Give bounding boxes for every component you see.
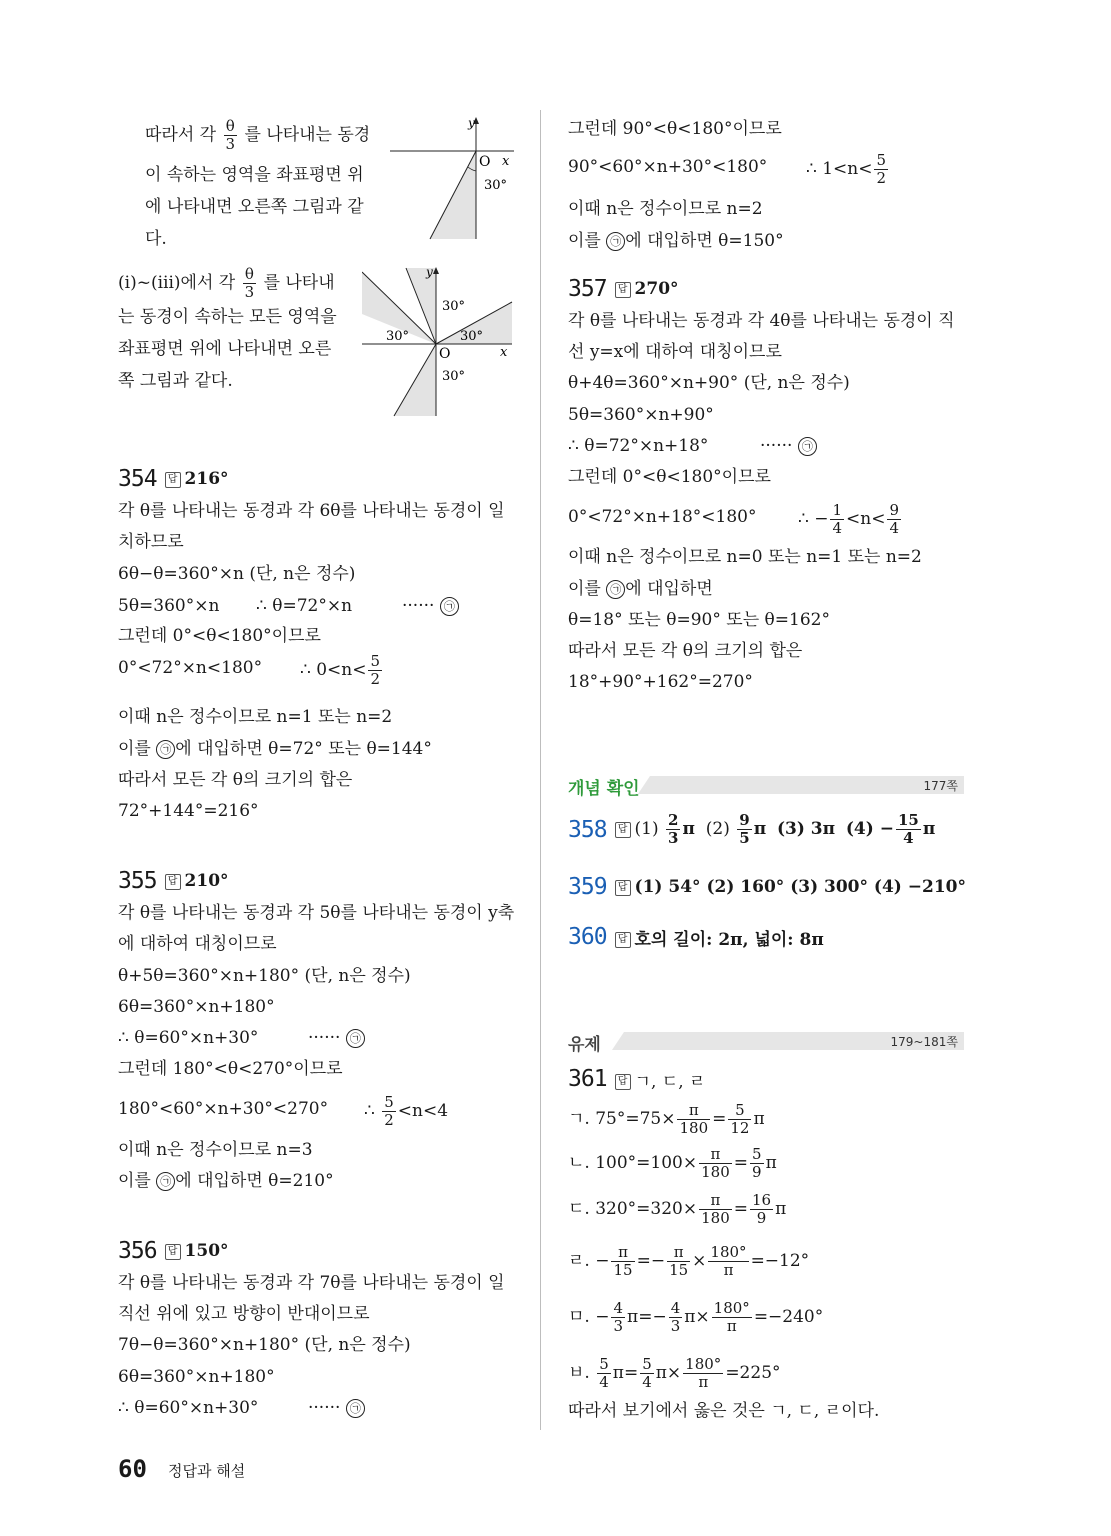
- intro1-line4: 다.: [145, 229, 167, 249]
- p356-line: 7θ−θ=360°×n+180° (단, n은 정수): [118, 1335, 411, 1355]
- p356-line: 직선 위에 있고 방향이 반대이므로: [118, 1304, 370, 1324]
- fig2-y-label: y: [426, 265, 433, 279]
- answer-mark-icon: 답: [615, 880, 631, 896]
- fig1-angle-label: 30°: [484, 178, 508, 193]
- fig2-angle-label-2: 30°: [386, 329, 410, 344]
- p355-line: 에 대하여 대칭이므로: [118, 934, 277, 954]
- problem-answer: (1) 54° (2) 160° (3) 300° (4) −210°: [634, 877, 966, 897]
- problem-number: 360: [568, 924, 607, 950]
- problem-354-header: [118, 466, 229, 492]
- fig2-angle-label-4: 30°: [442, 369, 466, 384]
- section-title: 개념 확인: [568, 779, 640, 799]
- problem-356-header: [118, 1238, 229, 1264]
- p354-line: 이때 n은 정수이므로 n=1 또는 n=2: [118, 707, 393, 727]
- p355-line: 이때 n은 정수이므로 n=3: [118, 1140, 313, 1160]
- p361-line-6: ㅂ. $\frac{5}{4}$ π= $\frac{5}{4}$ π× $\frac{180^\circ}{\pi}$ =225°: [568, 1355, 781, 1391]
- p354-line: 5θ=360°×n ∴ θ=72°×n ······ ㉠: [118, 595, 219, 617]
- p357-line: 선 y=x에 대하여 대칭이므로: [568, 342, 782, 362]
- p357-line: 18°+90°+162°=270°: [568, 672, 753, 692]
- problem-number: 358: [568, 816, 607, 843]
- problem-number: 356: [118, 1238, 157, 1264]
- circled-mark: ㉠: [606, 232, 625, 251]
- problem-355-header: [118, 868, 229, 894]
- p355-line: 각 θ를 나타내는 동경과 각 5θ를 나타내는 동경이 y축: [118, 903, 515, 923]
- page-number: 60: [118, 1455, 147, 1483]
- p355-line: 180°<60°×n+30°<270° ∴ $\frac{5}{2}$ <n<4: [118, 1093, 449, 1129]
- p361-line-1: ㄱ. 75°=75× $\frac{\pi}{180}$ = $\frac{5}{12}$ π: [568, 1101, 765, 1137]
- figure-1: [390, 115, 520, 245]
- p354-line: 따라서 모든 각 θ의 크기의 합은: [118, 770, 353, 790]
- problem-number: 354: [118, 466, 157, 492]
- problem-359: [568, 874, 966, 900]
- p356-cont-line: 그런데 90°<θ<180°이므로: [568, 119, 782, 139]
- answer-mark-icon: 답: [165, 1244, 181, 1260]
- p357-line: ∴ θ=72°×n+18° ······ ㉠: [568, 435, 708, 457]
- answer-mark-icon: 답: [165, 472, 181, 488]
- p355-line: 그런데 180°<θ<270°이므로: [118, 1059, 343, 1079]
- section-title: 유제: [568, 1035, 601, 1055]
- p356-line: ∴ θ=60°×n+30° ······ ㉠: [118, 1397, 258, 1419]
- p355-line: 이를 ㉠ 에 대입하면 θ=210°: [118, 1171, 334, 1191]
- p361-line-5: ㅁ. − $\frac{4}{3}$ π=− $\frac{4}{3}$ π× $\frac{180^\circ}{\pi}$ =−240°: [568, 1299, 824, 1335]
- intro2-line4: 쪽 그림과 같다.: [118, 371, 233, 391]
- p357-line: 이를 ㉠ 에 대입하면: [568, 579, 713, 599]
- intro2-line2: 는 동경이 속하는 모든 영역을: [118, 307, 337, 327]
- answer-mark-icon: 답: [165, 874, 181, 890]
- fig1-y-label: y: [468, 116, 475, 130]
- p361-line-4: ㄹ. − $\frac{\pi}{15}$ =− $\frac{\pi}{15}$ × $\frac{180^\circ}{\pi}$ =−12°: [568, 1243, 810, 1279]
- p356-cont-line: 이를 ㉠ 에 대입하면 θ=150°: [568, 231, 784, 251]
- circled-mark: ㉠: [346, 1399, 365, 1418]
- p356-line: 6θ=360°×n+180°: [118, 1367, 275, 1387]
- fig1-origin-label: O: [479, 154, 491, 170]
- figure-2: [362, 264, 518, 420]
- p354-line: 6θ−θ=360°×n (단, n은 정수): [118, 564, 356, 584]
- circled-mark: ㉠: [346, 1029, 365, 1048]
- p355-line: ∴ θ=60°×n+30° ······ ㉠: [118, 1027, 258, 1049]
- p354-line: 치하므로: [118, 532, 184, 552]
- section-page: 179~181쪽: [890, 1035, 958, 1049]
- problem-361-header: [568, 1066, 705, 1092]
- p354-line: 그런데 0°<θ<180°이므로: [118, 626, 321, 646]
- problem-number: 361: [568, 1066, 607, 1092]
- problem-357-header: [568, 276, 679, 302]
- problem-number: 355: [118, 868, 157, 894]
- problem-number: 359: [568, 874, 607, 900]
- fig2-x-label: x: [500, 345, 508, 360]
- p356-cont-line: 90°<60°×n+30°<180° ∴ 1<n< $\frac{5}{2}$: [568, 151, 887, 187]
- section-yuje: [568, 1030, 964, 1055]
- section-page: 177쪽: [923, 779, 958, 793]
- fig2-angle-label-1: 30°: [442, 299, 466, 314]
- p357-line: 그런데 0°<θ<180°이므로: [568, 467, 771, 487]
- p361-line-2: ㄴ. 100°=100× $\frac{\pi}{180}$ = $\frac{5}{9}$ π: [568, 1145, 777, 1181]
- p354-line: 72°+144°=216°: [118, 801, 259, 821]
- p354-line: 0°<72°×n<180° ∴ 0<n< $\frac{5}{2}$: [118, 652, 381, 688]
- answer-mark-icon: 답: [615, 282, 631, 298]
- problem-answer: 150°: [184, 1241, 229, 1261]
- answer-mark-icon: 답: [615, 932, 631, 948]
- intro1-line2: 이 속하는 영역을 좌표평면 위: [145, 165, 364, 185]
- problem-answer: 216°: [184, 469, 229, 489]
- intro1-line1: 따라서 각 $\frac{\theta}{3}$ 를 나타내는 동경: [145, 117, 371, 153]
- answer-mark-icon: 답: [615, 1074, 631, 1090]
- fig1-x-label: x: [502, 154, 510, 169]
- circled-mark: ㉠: [606, 580, 625, 599]
- p356-line: 각 θ를 나타내는 동경과 각 7θ를 나타내는 동경이 일: [118, 1273, 505, 1293]
- p355-line: θ+5θ=360°×n+180° (단, n은 정수): [118, 966, 411, 986]
- p357-line: θ=18° 또는 θ=90° 또는 θ=162°: [568, 610, 830, 630]
- p361-line-3: ㄷ. 320°=320× $\frac{\pi}{180}$ = $\frac{16}{9}$ π: [568, 1191, 787, 1227]
- fig2-angle-label-3: 30°: [460, 329, 484, 344]
- p355-line: 6θ=360°×n+180°: [118, 997, 275, 1017]
- p357-line: 이때 n은 정수이므로 n=0 또는 n=1 또는 n=2: [568, 547, 922, 567]
- problem-answer: ㄱ, ㄷ, ㄹ: [634, 1071, 706, 1092]
- p357-line: 따라서 모든 각 θ의 크기의 합은: [568, 641, 803, 661]
- p356-cont-line: 이때 n은 정수이므로 n=2: [568, 199, 763, 219]
- intro2-line3: 좌표평면 위에 나타내면 오른: [118, 339, 332, 359]
- section-concept-check: [568, 774, 964, 799]
- p361-conclusion: 따라서 보기에서 옳은 것은 ㄱ, ㄷ, ㄹ이다.: [568, 1401, 880, 1421]
- p357-line: 5θ=360°×n+90°: [568, 405, 714, 425]
- problem-360: [568, 924, 824, 950]
- circled-mark: ㉠: [798, 437, 817, 456]
- problem-358: 358 답 (1) $\frac{2}{3}$ π (2) $\frac{9}{5}$ π (3) 3π (4) − $\frac{15}{4}$ π: [568, 811, 936, 847]
- circled-mark: ㉠: [156, 740, 175, 759]
- answer-mark-icon: 답: [615, 822, 631, 838]
- p357-line: 0°<72°×n+18°<180° ∴ − $\frac{1}{4}$ <n< $\frac{9}{4}$: [568, 501, 899, 537]
- intro2-line1: (ⅰ)~(ⅲ)에서 각 $\frac{\theta}{3}$ 를 나타내: [118, 265, 335, 301]
- problem-answer: 호의 길이: 2π, 넓이: 8π: [634, 929, 824, 950]
- section-bar: [638, 776, 964, 794]
- circled-mark: ㉠: [156, 1172, 175, 1191]
- footer-label: 정답과 해설: [168, 1462, 246, 1480]
- problem-number: 357: [568, 276, 607, 302]
- fig2-origin-label: O: [439, 346, 451, 362]
- p357-line: 각 θ를 나타내는 동경과 각 4θ를 나타내는 동경이 직: [568, 311, 955, 331]
- problem-answer: 210°: [184, 871, 229, 891]
- p357-line: θ+4θ=360°×n+90° (단, n은 정수): [568, 373, 850, 393]
- problem-answer: 270°: [634, 279, 679, 299]
- intro1-line3: 에 나타내면 오른쪽 그림과 같: [145, 197, 364, 217]
- circled-mark: ㉠: [440, 597, 459, 616]
- p354-line: 각 θ를 나타내는 동경과 각 6θ를 나타내는 동경이 일: [118, 501, 505, 521]
- column-divider: [540, 110, 541, 1430]
- p354-line: 이를 ㉠ 에 대입하면 θ=72° 또는 θ=144°: [118, 739, 432, 759]
